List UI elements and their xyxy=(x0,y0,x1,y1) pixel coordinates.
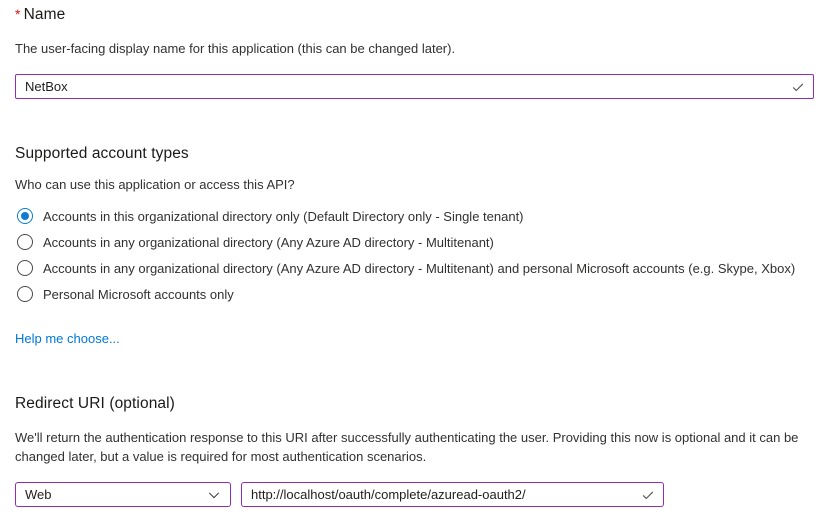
radio-option-label: Accounts in this organizational directory only (Default Directory only - Single tenant) xyxy=(43,208,524,224)
platform-selected-value: Web xyxy=(25,487,52,502)
platform-select-dropdown[interactable] xyxy=(15,482,231,507)
name-input[interactable] xyxy=(16,75,813,98)
radio-option-multitenant-personal[interactable] xyxy=(15,255,814,281)
name-title-text: Name xyxy=(23,6,66,23)
radio-button-icon[interactable] xyxy=(17,208,33,224)
radio-button-icon[interactable] xyxy=(17,234,33,250)
account-types-section-title: Supported account types xyxy=(15,145,189,162)
help-me-choose-link[interactable]: Help me choose... xyxy=(15,331,120,346)
name-description: The user-facing display name for this application (this can be changed later). xyxy=(15,41,456,56)
name-input-container xyxy=(15,74,814,99)
radio-option-single-tenant[interactable] xyxy=(15,203,814,229)
radio-option-personal-only[interactable] xyxy=(15,281,814,307)
redirect-uri-row xyxy=(15,482,814,507)
radio-button-icon[interactable] xyxy=(17,286,33,302)
name-section-title xyxy=(15,6,814,24)
required-marker: * xyxy=(15,6,21,22)
account-types-radio-group xyxy=(15,203,814,307)
radio-option-label: Accounts in any organizational directory (Any Azure AD directory - Multitenant) and personal Microsoft accounts (e.g. Skype, Xbox) xyxy=(43,260,796,276)
radio-button-icon[interactable] xyxy=(17,260,33,276)
redirect-uri-description: We'll return the authentication response to this URI after successfully authenticating the user. Providing this now is optional and it can be changed later, but a value is required for most authentication scenarios. xyxy=(15,430,799,464)
radio-option-label: Accounts in any organizational directory (Any Azure AD directory - Multitenant) xyxy=(43,234,494,250)
chevron-down-icon xyxy=(207,488,221,502)
redirect-uri-input-container xyxy=(241,482,664,507)
redirect-uri-input[interactable] xyxy=(242,483,663,506)
radio-option-label: Personal Microsoft accounts only xyxy=(43,286,234,302)
radio-option-multitenant[interactable] xyxy=(15,229,814,255)
account-types-question: Who can use this application or access this API? xyxy=(15,177,295,192)
redirect-uri-section-title: Redirect URI (optional) xyxy=(15,395,175,412)
